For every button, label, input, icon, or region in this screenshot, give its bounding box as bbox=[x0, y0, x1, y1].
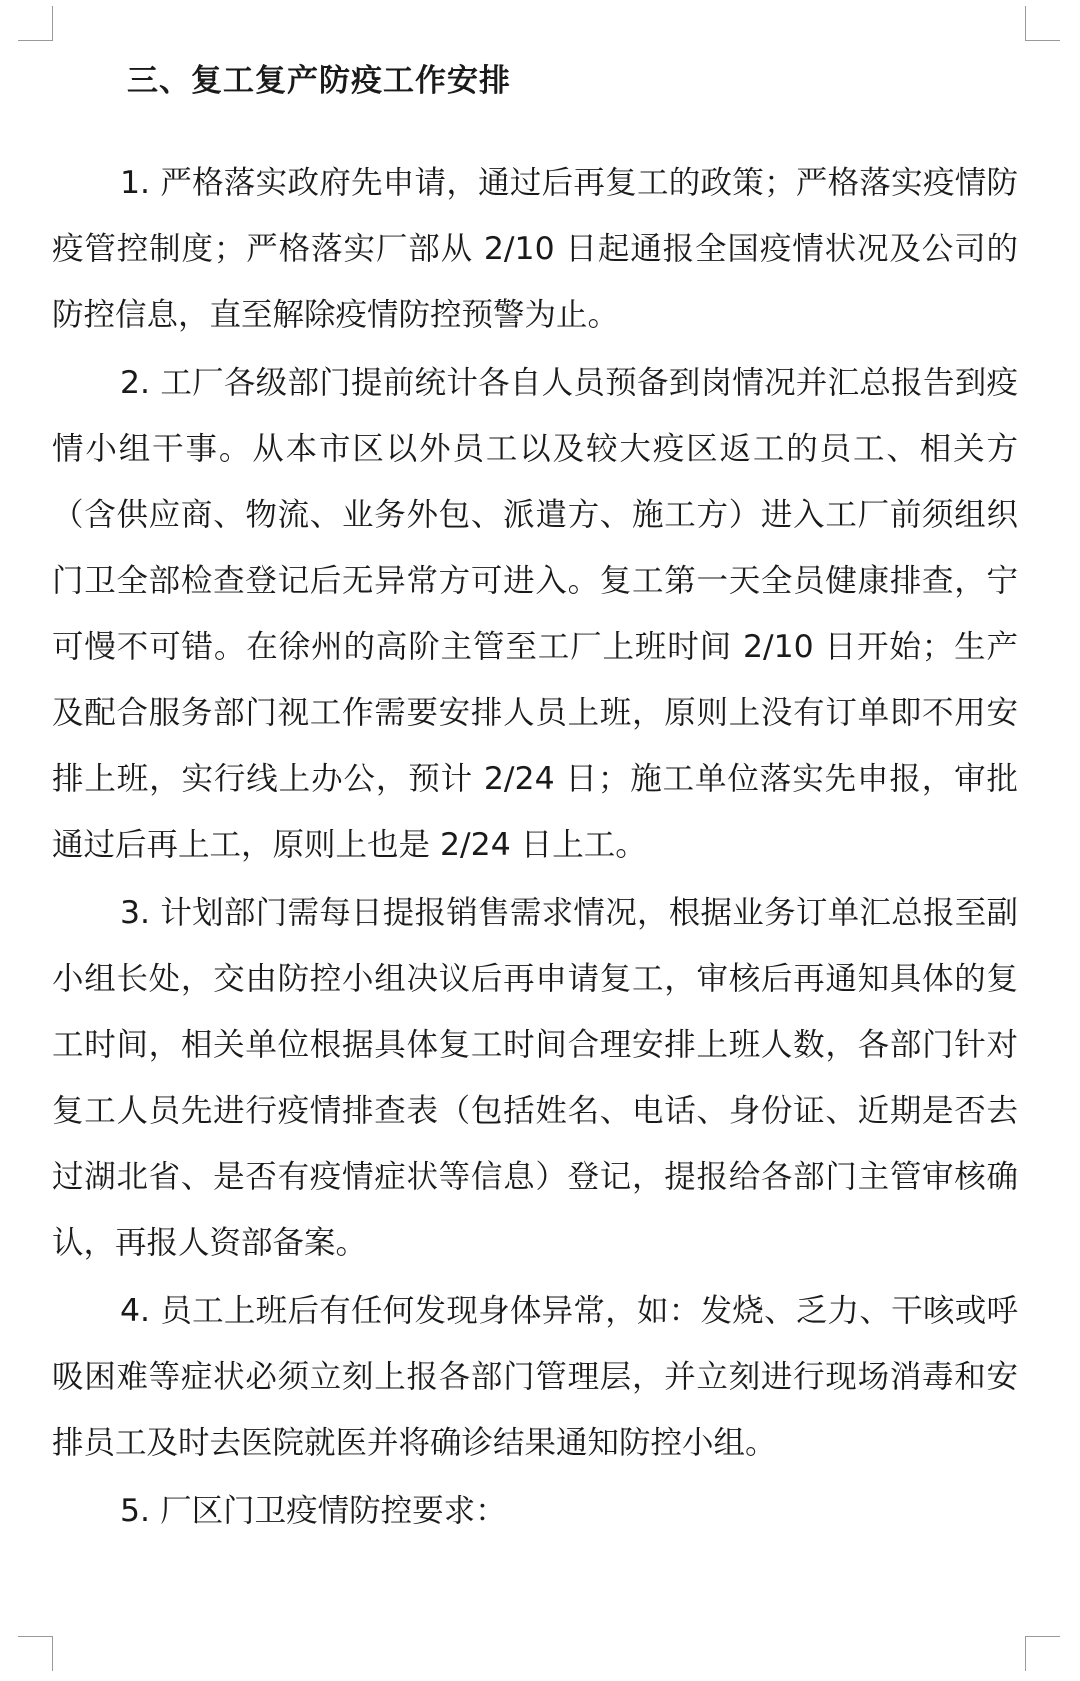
page-corner-mark-bottom-right bbox=[1025, 1636, 1060, 1671]
page-corner-mark-top-right bbox=[1025, 6, 1060, 41]
paragraph-item-3: 3. 计划部门需每日提报销售需求情况，根据业务订单汇总报至副小组长处，交由防控小组决议后再申请复工，审核后再通知具体的复工时间，相关单位根据具体复工时间合理安排上班人数，各部门针对复工人员先进行疫情排查表（包括姓名、电话、身份证、近期是否去过湖北省、是否有疫情症状等信息）登记，提报给各部门主管审核确认，再报人资部备案。 bbox=[52, 895, 1018, 1261]
page-corner-mark-bottom-left bbox=[18, 1636, 53, 1671]
paragraph-item-5: 5. 厂区门卫疫情防控要求： bbox=[120, 1493, 507, 1529]
paragraph-item-4: 4. 员工上班后有任何发现身体异常，如：发烧、乏力、干咳或呼吸困难等症状必须立刻上报各部门管理层，并立刻进行现场消毒和安排员工及时去医院就医并将确诊结果通知防控小组。 bbox=[52, 1293, 1018, 1461]
document-page bbox=[52, 48, 1018, 1544]
paragraph-item-1: 1. 严格落实政府先申请，通过后再复工的政策；严格落实疫情防疫管控制度；严格落实厂部从 2/10 日起通报全国疫情状况及公司的防控信息，直至解除疫情防控预警为止。 bbox=[52, 165, 1018, 333]
section-heading: 三、复工复产防疫工作安排 bbox=[127, 63, 511, 99]
page-corner-mark-top-left bbox=[18, 6, 53, 41]
paragraph-item-2: 2. 工厂各级部门提前统计各自人员预备到岗情况并汇总报告到疫情小组干事。从本市区以外员工以及较大疫区返工的员工、相关方（含供应商、物流、业务外包、派遣方、施工方）进入工厂前须组织门卫全部检查登记后无异常方可进入。复工第一天全员健康排查，宁可慢不可错。在徐州的高阶主管至工厂上班时间 2/10 日开始；生产及配合服务部门视工作需要安排人员上班，原则上没有订单即不用安排上班，实行线上办公，预计 2/24 日；施工单位落实先申报，审批通过后再上工，原则上也是 2/24 日上工。 bbox=[52, 365, 1018, 863]
